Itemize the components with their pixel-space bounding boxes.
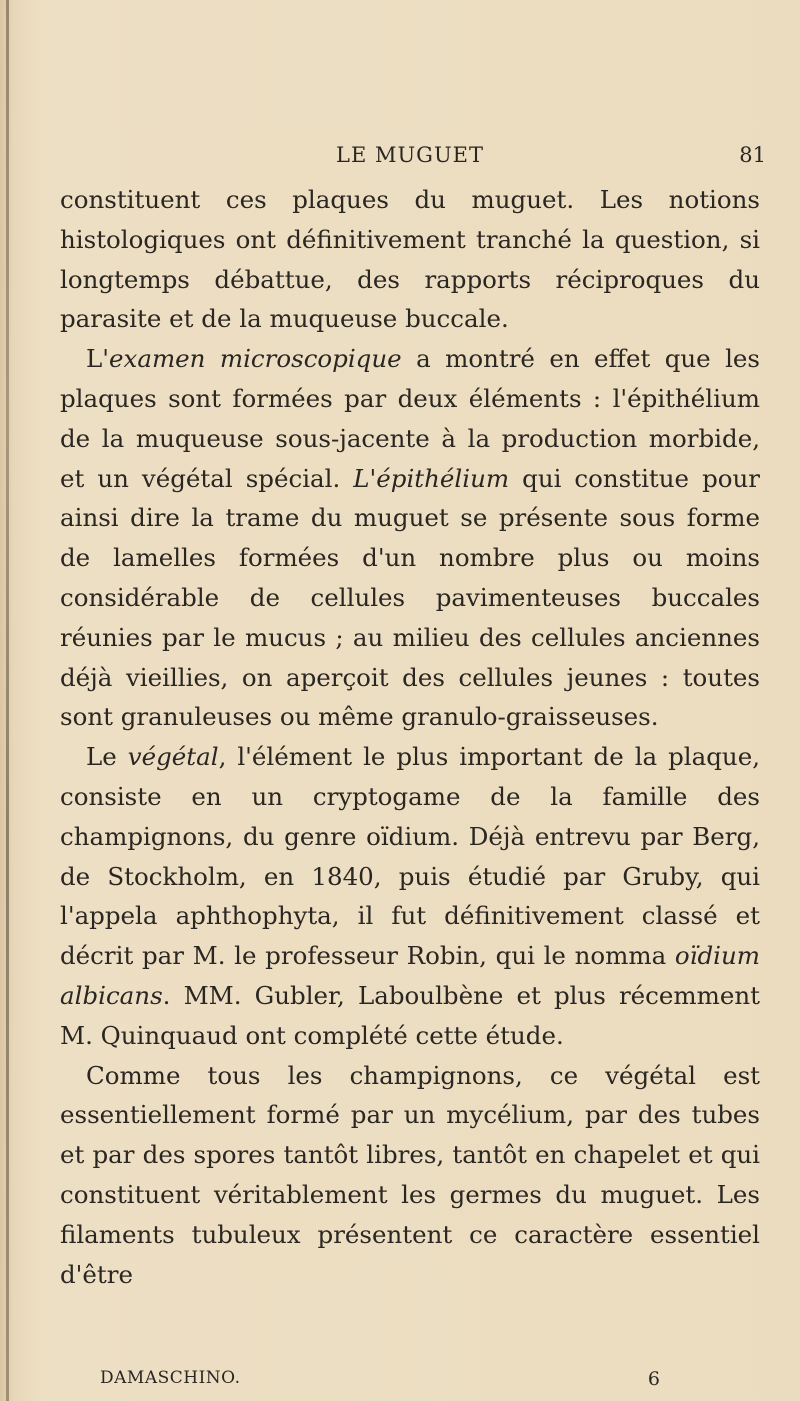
binding-gutter (6, 0, 9, 1401)
signature-number: 6 (647, 1368, 660, 1390)
paragraph-3-text-b: , l'élément le plus important de la plaque, consiste en un cryptogame de la famille des champignons, du genre oïdium. Déjà entrevu par Berg, de Stockholm, en 1840, puis étudié par Gruby, qui l'appela aphthophyta, il fut définitivement classé et décrit par M. le professeur Robin, qui le nomma (60, 742, 761, 971)
paragraph-1 (60, 180, 760, 339)
page-number: 81 (739, 143, 766, 167)
page-footer (100, 1368, 660, 1390)
paragraph-2-italic-b: L'épithélium (353, 463, 510, 493)
paragraph-3-italic-a: végétal (127, 742, 219, 772)
paragraph-3-text-c: . MM. Gubler, Laboulbène et plus récemment M. Quinquaud ont complété cette étude. (60, 980, 760, 1050)
paragraph-3-italic-b: oïdium albicans (60, 941, 760, 1010)
paragraph-2-text-c: qui constitue pour ainsi dire la trame du muguet se présente sous forme de lamelles formées d'un nombre plus ou moins considérable de cellules pavimenteuses buccales réunies par le mucus ; au milieu des cellules anciennes déjà vieillies, on aperçoit des cellules jeunes : toutes sont granuleuses ou même granulo-graisseuses. (60, 463, 760, 732)
paragraph-3 (60, 737, 760, 1055)
paragraph-4-text: Comme tous les champignons, ce végétal est essentiellement formé par un mycélium, par des tubes et par des spores tantôt libres, tantôt en chapelet et qui constituent véritablement les germes du muguet. Les filaments tubuleux présentent ce caractère essentiel d'être (60, 1060, 760, 1289)
paragraph-2-text-a: L' (86, 344, 110, 374)
paragraph-3-text-a: Le (86, 742, 128, 772)
paragraph-2-text-b: a montré en effet que les plaques sont formées par deux éléments : l'épithélium de la muqueuse sous-jacente à la production morbide, et un végétal spécial. (60, 344, 760, 493)
signature-label: DAMASCHINO. (100, 1368, 241, 1388)
running-title: LE MUGUET (336, 143, 484, 167)
page-header (60, 143, 766, 173)
paragraph-4 (60, 1056, 760, 1295)
paragraph-2-italic-a: examen microscopique (109, 344, 402, 374)
paragraph-1-text: constituent ces plaques du muguet. Les notions histologiques ont définitivement tranché la question, si longtemps débattue, des rapports réciproques du parasite et de la muqueuse buccale. (60, 185, 760, 334)
paragraph-2 (60, 339, 760, 737)
body-text (60, 180, 760, 1294)
